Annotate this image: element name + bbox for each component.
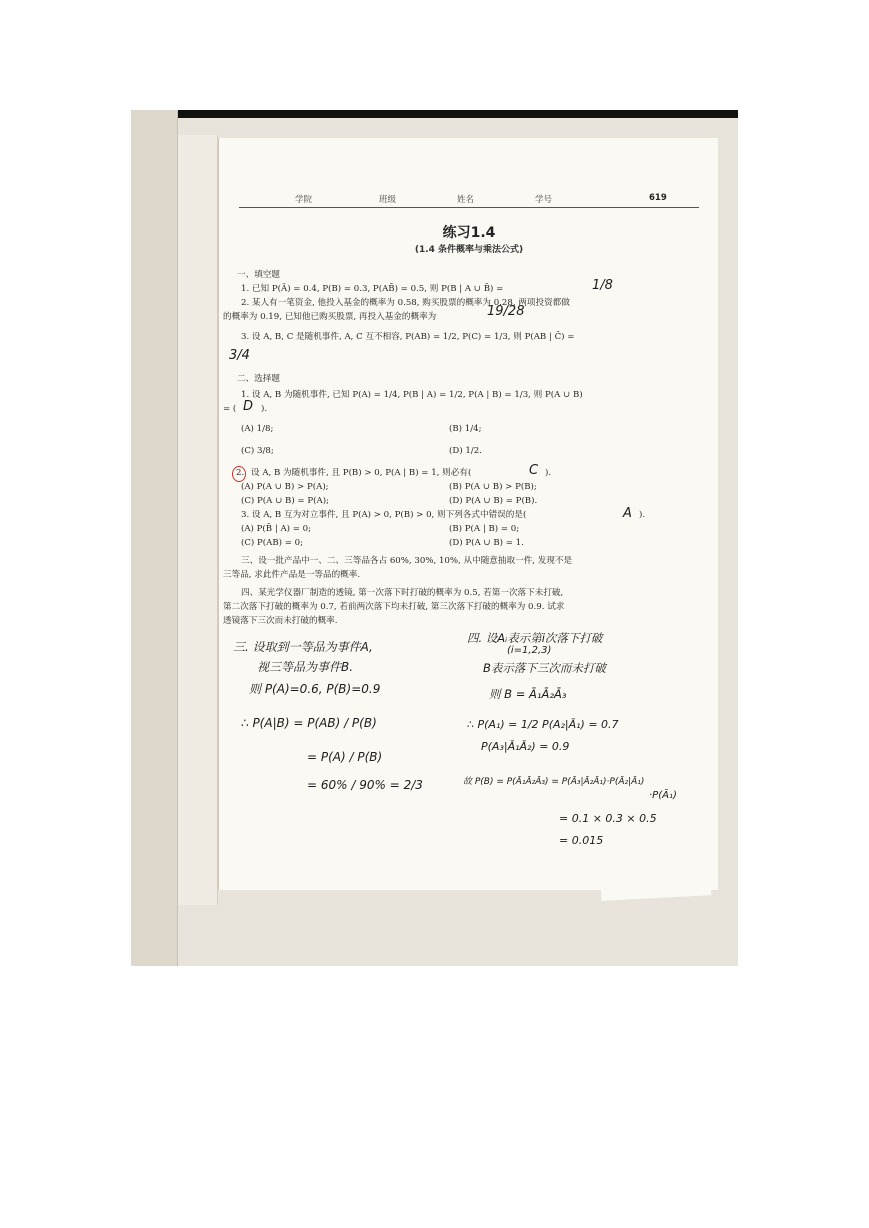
- previous-page-strip: [178, 135, 218, 905]
- s2-q3-option-c: (C) P(AB) = 0;: [241, 538, 304, 548]
- s2-q1-answer: D: [243, 399, 254, 414]
- scan-left-shadow: [131, 110, 178, 966]
- section3-line2: 三等品, 求此件产品是一等品的概率.: [223, 570, 361, 580]
- header-college: 学院: [295, 195, 313, 205]
- s2-q1-option-d: (D) 1/2.: [449, 446, 482, 456]
- hw-right-line10: = 0.015: [559, 834, 604, 847]
- s2-q3-option-b: (B) P(A | B) = 0;: [449, 524, 520, 534]
- s2-q2-option-d: (D) P(A ∪ B) = P(B).: [449, 496, 538, 506]
- s2-q3-end: ).: [639, 510, 646, 520]
- hw-right-line2: (i=1,2,3): [507, 645, 552, 656]
- worksheet-page: [218, 138, 718, 890]
- section4-line1: 四、某光学仪器厂制造的透镜, 第一次落下时打破的概率为 0.5, 若第一次落下未打破,: [241, 588, 564, 598]
- hw-right-line6: P(A₃|Ā₁Ā₂) = 0.9: [481, 740, 570, 753]
- s2-q2-option-c: (C) P(A ∪ B) = P(A);: [241, 496, 329, 506]
- header-class: 班级: [379, 195, 397, 205]
- s2-q1-line2: = (: [223, 404, 237, 414]
- s2-q2-number: 2.: [236, 468, 245, 478]
- s1-q3: 3. 设 A, B, C 是随机事件, A, C 互不相容, P(AB) = 1/2, P(C) = 1/3, 则 P(AB | C̄) =: [241, 332, 575, 342]
- s1-q2-answer: 19/28: [487, 304, 525, 319]
- s2-q1-line2-end: ).: [261, 404, 268, 414]
- s1-q2-line1: 2. 某人有一笔资金, 他投入基金的概率为 0.58, 购买股票的概率为 0.28, 两项投资都做: [241, 298, 570, 308]
- s1-q3-answer: 3/4: [229, 348, 250, 363]
- hw-right-line4: 则 B = Ā₁Ā₂Ā₃: [489, 687, 567, 701]
- hw-left-line2: 视三等品为事件B.: [257, 660, 354, 674]
- exercise-subtitle: (1.4 条件概率与乘法公式): [414, 245, 524, 255]
- s2-q1-option-c: (C) 3/8;: [241, 446, 274, 456]
- s2-q2-option-a: (A) P(A ∪ B) > P(A);: [241, 482, 329, 492]
- section4-line2: 第二次落下打破的概率为 0.7, 若前两次落下均未打破, 第三次落下打破的概率为 0.9. 试求: [223, 602, 565, 612]
- hw-left-line4: ∴ P(A|B) = P(AB) / P(B): [241, 716, 377, 730]
- section1-heading: 一、填空题: [237, 270, 280, 280]
- page-number: 619: [649, 193, 667, 203]
- hw-left-line1: 三. 设取到一等品为事件A,: [233, 640, 373, 654]
- hw-right-line1: 四. 设Aᵢ表示第i次落下打破: [467, 631, 603, 645]
- hw-left-line3: 则 P(A)=0.6, P(B)=0.9: [249, 682, 381, 696]
- hw-right-line5: ∴ P(A₁) = 1/2 P(A₂|Ā₁) = 0.7: [467, 718, 619, 731]
- scanned-page: [131, 110, 738, 966]
- s1-q1: 1. 已知 P(Ā) = 0.4, P(B) = 0.3, P(AB̄) = 0.5, 则 P(B | A ∪ B̄) =: [241, 284, 504, 294]
- hw-right-line3: B表示落下三次而未打破: [483, 661, 606, 675]
- s1-q2-line2: 的概率为 0.19, 已知他已购买股票, 再投入基金的概率为: [223, 312, 437, 322]
- scan-top-edge: [131, 110, 738, 118]
- hw-left-line5: = P(A) / P(B): [307, 750, 383, 764]
- s2-q2-end: ).: [545, 468, 552, 478]
- page-header: [239, 190, 699, 208]
- s2-q1-option-b: (B) 1/4;: [449, 424, 482, 434]
- header-name: 姓名: [457, 195, 475, 205]
- hw-right-line7: 故 P(B) = P(Ā₁Ā₂Ā₃) = P(Ā₃|Ā₂Ā₁)·P(Ā₂|Ā₁): [463, 777, 645, 787]
- s2-q2-answer: C: [529, 463, 539, 478]
- s2-q1-line1: 1. 设 A, B 为随机事件, 已知 P(A) = 1/4, P(B | A) = 1/2, P(A | B) = 1/3, 则 P(A ∪ B): [241, 390, 583, 400]
- s2-q1-option-a: (A) 1/8;: [241, 424, 274, 434]
- hw-right-line9: = 0.1 × 0.3 × 0.5: [559, 812, 657, 825]
- s2-q3-option-a: (A) P(B̄ | A) = 0;: [241, 524, 312, 534]
- header-student-id: 学号: [535, 195, 553, 205]
- s2-q2-option-b: (B) P(A ∪ B) > P(B);: [449, 482, 537, 492]
- s2-q3-answer: A: [623, 506, 632, 521]
- s1-q1-answer: 1/8: [592, 278, 613, 293]
- hw-left-line6: = 60% / 90% = 2/3: [307, 778, 423, 792]
- section4-line3: 透镜落下三次而未打破的概率.: [223, 616, 338, 626]
- section2-heading: 二、选择题: [237, 374, 280, 384]
- exercise-title: 练习1.4: [442, 225, 496, 241]
- hw-right-line8: ·P(Ā₁): [649, 790, 677, 801]
- s2-q3-option-d: (D) P(A ∪ B) = 1.: [449, 538, 524, 548]
- section3-line1: 三、设一批产品中一、二、三等品各占 60%, 30%, 10%, 从中随意抽取一件, 发现不是: [241, 556, 573, 566]
- s2-q3: 3. 设 A, B 互为对立事件, 且 P(A) > 0, P(B) > 0, 则下列各式中错误的是(: [241, 510, 527, 520]
- s2-q2: 设 A, B 为随机事件, 且 P(B) > 0, P(A | B) = 1, 则必有(: [251, 468, 472, 478]
